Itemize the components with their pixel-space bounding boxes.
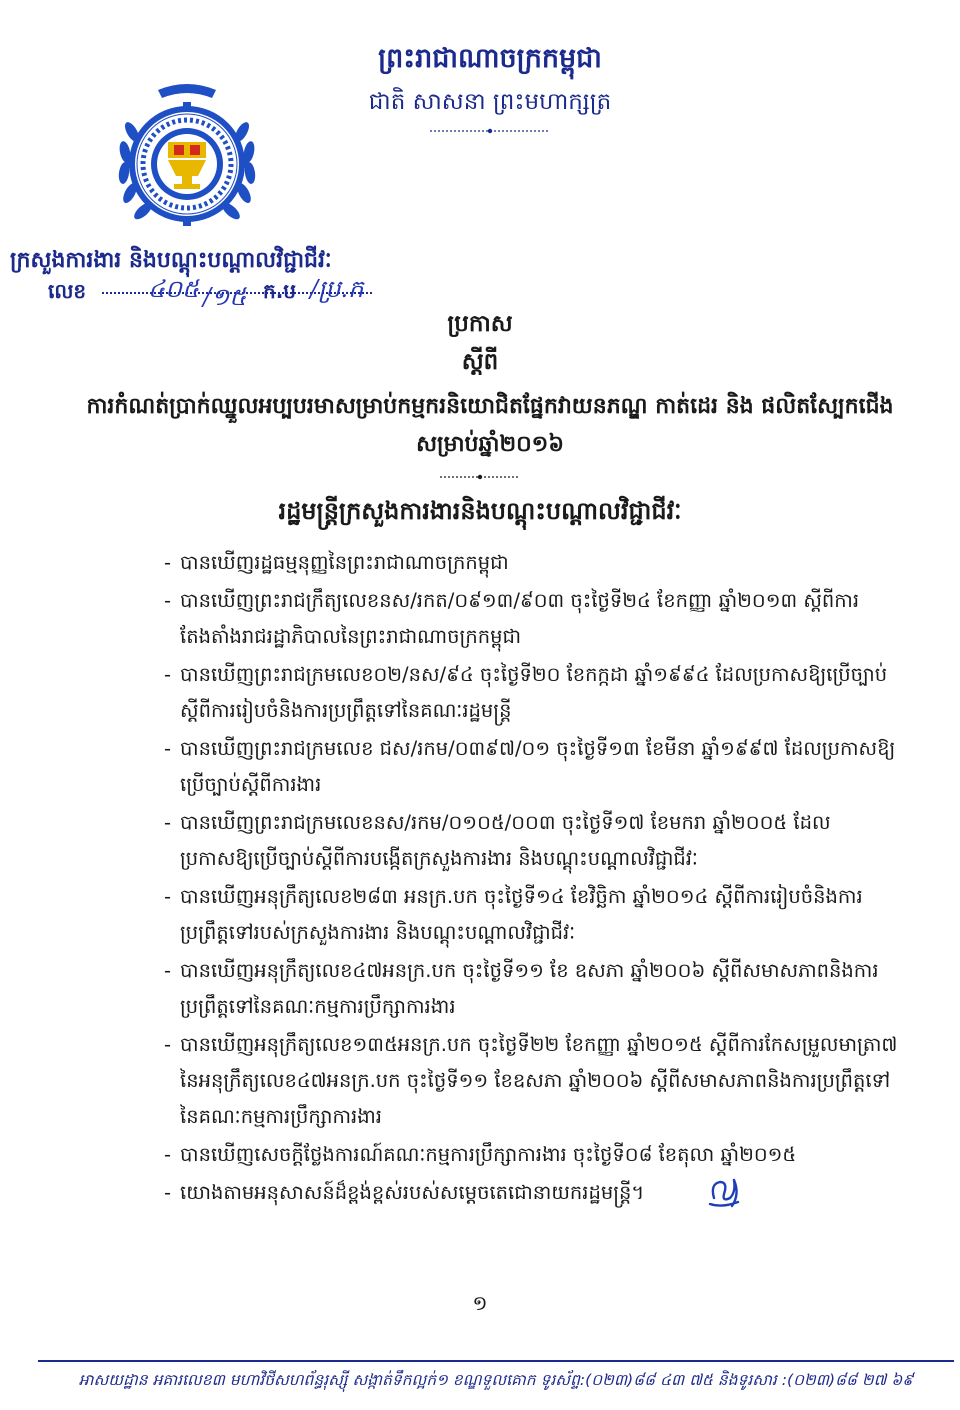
handwritten-initial: [704, 1168, 748, 1212]
minister-heading: រដ្ឋមន្ត្រីក្រសួងការងារនិងបណ្តុះបណ្តាលវិជ្ជាជីវៈ: [278, 497, 682, 525]
reference-office-handwritten: /ប្រ.ក: [310, 275, 364, 303]
legal-basis-list: [160, 545, 902, 1213]
list-item: - បានឃើញព្រះរាជក្រមលេខនស/រកម/០១០៥/០០៣ ចុះថ្ងៃទី១៧ ខែមករា ឆ្នាំ២០០៥ ដែលប្រកាសឱ្យប្រើច្បាប់ស្តីពីការបង្កើតក្រសួងការងារ និងបណ្តុះបណ្តាលវិជ្ជាជីវៈ: [160, 805, 902, 877]
reference-number-handwritten: ៤០៥: [148, 275, 199, 303]
list-item: - យោងតាមអនុសាសន៍ដ៏ខ្ពង់ខ្ពស់របស់សម្តេចតេជោនាយករដ្ឋមន្ត្រី។: [160, 1175, 902, 1211]
list-item: - បានឃើញសេចក្តីថ្លែងការណ៍គណៈកម្មការប្រឹក្សាការងារ ចុះថ្ងៃទី០៨ ខែតុលា ឆ្នាំ២០១៥: [160, 1137, 902, 1173]
motto-divider: [430, 128, 550, 134]
reference-label: លេខ: [48, 279, 87, 303]
list-item: - បានឃើញអនុក្រឹត្យលេខ២៨៣ អនក្រ.បក ចុះថ្ងៃទី១៤ ខែវិច្ឆិកា ឆ្នាំ២០១៤ ស្តីពីការរៀបចំនិងការប្រព្រឹត្តទៅរបស់ក្រសួងការងារ និងបណ្តុះបណ្តាលវិជ្ជាជីវៈ: [160, 879, 902, 951]
reference-year-handwritten: /១៥: [203, 283, 247, 311]
list-item: - បានឃើញព្រះរាជក្រឹត្យលេខនស/រកត/០៩១៣/៩០៣ ចុះថ្ងៃទី២៤ ខែកញ្ញា ឆ្នាំ២០១៣ ស្តីពីការតែងតាំងរាជរដ្ឋាភិបាលនៃព្រះរាជាណាចក្រកម្ពុជា: [160, 583, 902, 655]
subject-divider: [440, 474, 520, 480]
reference-office-printed: ក.ប: [263, 279, 296, 303]
list-item: - បានឃើញអនុក្រឹត្យលេខ១៣៥អនក្រ.បក ចុះថ្ងៃទី២២ ខែកញ្ញា ឆ្នាំ២០១៥ ស្តីពីការកែសម្រួលមាត្រា៧ នៃអនុក្រឹត្យលេខ៤៧អនក្រ.បក ចុះថ្ងៃទី១១ ខែឧសភា ឆ្នាំ២០០៦ ស្តីពីសមាសភាពនិងការប្រព្រឹត្តទៅនៃគណៈកម្មការប្រឹក្សាការងារ: [160, 1027, 902, 1135]
issuing-ministry: ក្រសួងការងារ និងបណ្តុះបណ្តាលវិជ្ជាជីវៈ: [10, 248, 332, 273]
list-item: - បានឃើញអនុក្រឹត្យលេខ៤៧អនក្រ.បក ចុះថ្ងៃទី១១ ខែ ឧសភា ឆ្នាំ២០០៦ ស្តីពីសមាសភាពនិងការប្រព្រឹត្តទៅនៃគណៈកម្មការប្រឹក្សាការងារ: [160, 953, 902, 1025]
footer-rule: [38, 1360, 954, 1362]
list-item: - បានឃើញរដ្ឋធម្មនុញ្ញនៃព្រះរាជាណាចក្រកម្ពុជា: [160, 545, 902, 581]
page-number: ១: [472, 1291, 488, 1315]
kingdom-heading: ព្រះរាជាណាចក្រកម្ពុជា: [378, 43, 602, 74]
document-subject: ការកំណត់ប្រាក់ឈ្នួលអប្បបរមាសម្រាប់កម្មករនិយោជិតផ្នែកវាយនភណ្ឌ កាត់ដេរ និង ផលិតស្បែកជើង សម្រាប់ឆ្នាំ២០១៦: [86, 394, 894, 457]
list-item: - បានឃើញព្រះរាជក្រមលេខ០២/នស/៩៤ ចុះថ្ងៃទី២០ ខែកក្កដា ឆ្នាំ១៩៩៤ ដែលប្រកាសឱ្យប្រើច្បាប់ស្តីពីការរៀបចំនិងការប្រព្រឹត្តទៅនៃគណៈរដ្ឋមន្ត្រី: [160, 657, 902, 729]
national-motto: ជាតិ សាសនា ព្រះមហាក្សត្រ: [368, 89, 612, 115]
footer-address: អាសយដ្ឋាន អគារលេខ៣ មហាវិថីសហព័ន្ធរុស្ស៊ី សង្កាត់ទឹកល្អក់១ ខណ្ឌទួលគោក ទូរស័ព្ទ:(០២៣)៨៨ ៤៣ ៧៥ និងទូរសារ :(០២៣)៨៨ ២៧ ៦៩: [78, 1371, 914, 1389]
document-type: ប្រកាស: [447, 311, 513, 337]
list-item: - បានឃើញព្រះរាជក្រមលេខ ជស/រកម/០៣៩៧/០១ ចុះថ្ងៃទី១៣ ខែមីនា ឆ្នាំ១៩៩៧ ដែលប្រកាសឱ្យប្រើច្បាប់ស្តីពីការងារ: [160, 731, 902, 803]
ministry-logo: [108, 72, 266, 238]
document-about-label: ស្តីពី: [461, 349, 499, 375]
